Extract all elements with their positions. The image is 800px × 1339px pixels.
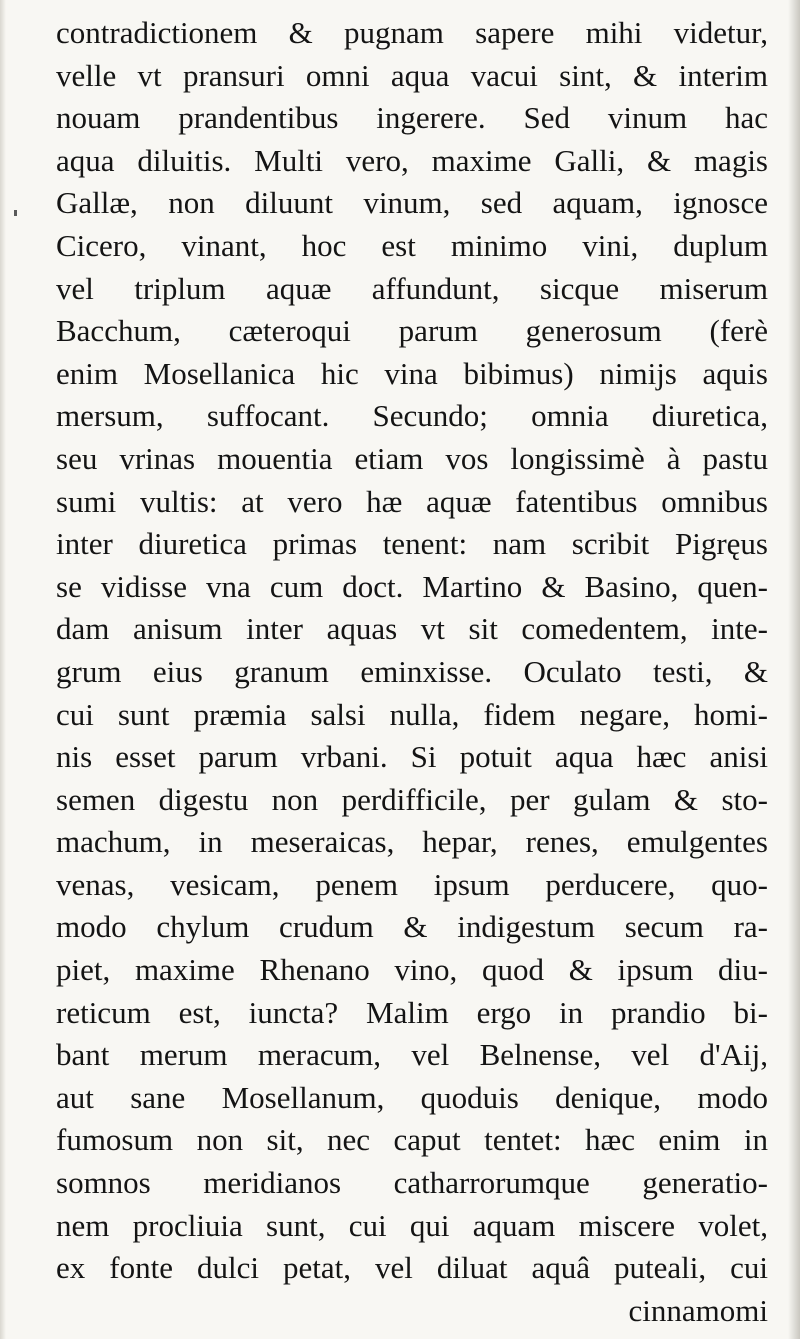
text-line: vel triplum aquæ affundunt, sicque miserum [56,270,768,306]
text-line: aut sane Mosellanum, quoduis denique, modo [56,1079,768,1115]
text-line: modo chylum crudum & indigestum secum ra- [56,909,768,945]
text-line: cui sunt præmia salsi nulla, fidem negare, homi- [56,696,768,732]
text-line: sumi vultis: at vero hæ aquæ fatentibus omnibus [56,483,768,519]
text-line: somnos meridianos catharrorumque generatio- [56,1165,768,1201]
text-line: reticum est, iuncta? Malim ergo in prandio bi- [56,994,768,1030]
text-line: grum eius granum eminxisse. Oculato testi, & [56,653,768,689]
page-edge-shadow [788,0,800,1339]
text-line: ex fonte dulci petat, vel diluat aquâ puteali, cui [56,1250,768,1286]
page-gutter-shadow [0,0,6,1339]
text-line: piet, maxime Rhenano vino, quod & ipsum diu- [56,952,768,988]
body-text [56,12,768,1332]
text-line: se vidisse vna cum doct. Martino & Basino, quen- [56,568,768,604]
text-line: velle vt pransuri omni aqua vacui sint, & interim [56,57,768,93]
text-line: seu vrinas mouentia etiam vos longissimè à pastu [56,440,768,476]
text-line: nis esset parum vrbani. Si potuit aqua hæc anisi [56,739,768,775]
text-line: Bacchum, cæteroqui parum generosum (ferè [56,313,768,349]
text-line: fumosum non sit, nec caput tentet: hæc enim in [56,1122,768,1158]
text-line: Gallæ, non diluunt vinum, sed aquam, ignosce [56,185,768,221]
text-line: aqua diluitis. Multi vero, maxime Galli, & magis [56,142,768,178]
text-line: enim Mosellanica hic vina bibimus) nimijs aquis [56,355,768,391]
margin-mark [14,210,17,216]
text-line: semen digestu non perdifficile, per gulam & sto- [56,781,768,817]
text-line: venas, vesicam, penem ipsum perducere, quo- [56,866,768,902]
text-line: Cicero, vinant, hoc est minimo vini, duplum [56,227,768,263]
text-line: dam anisum inter aquas vt sit comedentem, inte- [56,611,768,647]
text-line: mersum, suffocant. Secundo; omnia diuretica, [56,398,768,434]
text-line: nouam prandentibus ingerere. Sed vinum hac [56,100,768,136]
text-line: machum, in meseraicas, hepar, renes, emulgentes [56,824,768,860]
text-line: bant merum meracum, vel Belnense, vel d'Aij, [56,1037,768,1073]
catchword: cinnamomi [628,1292,768,1328]
text-line: contradictionem & pugnam sapere mihi videtur, [56,15,768,50]
text-line: nem procliuia sunt, cui qui aquam miscere volet, [56,1207,768,1243]
text-line: inter diuretica primas tenent: nam scribit Pigręus [56,526,768,562]
